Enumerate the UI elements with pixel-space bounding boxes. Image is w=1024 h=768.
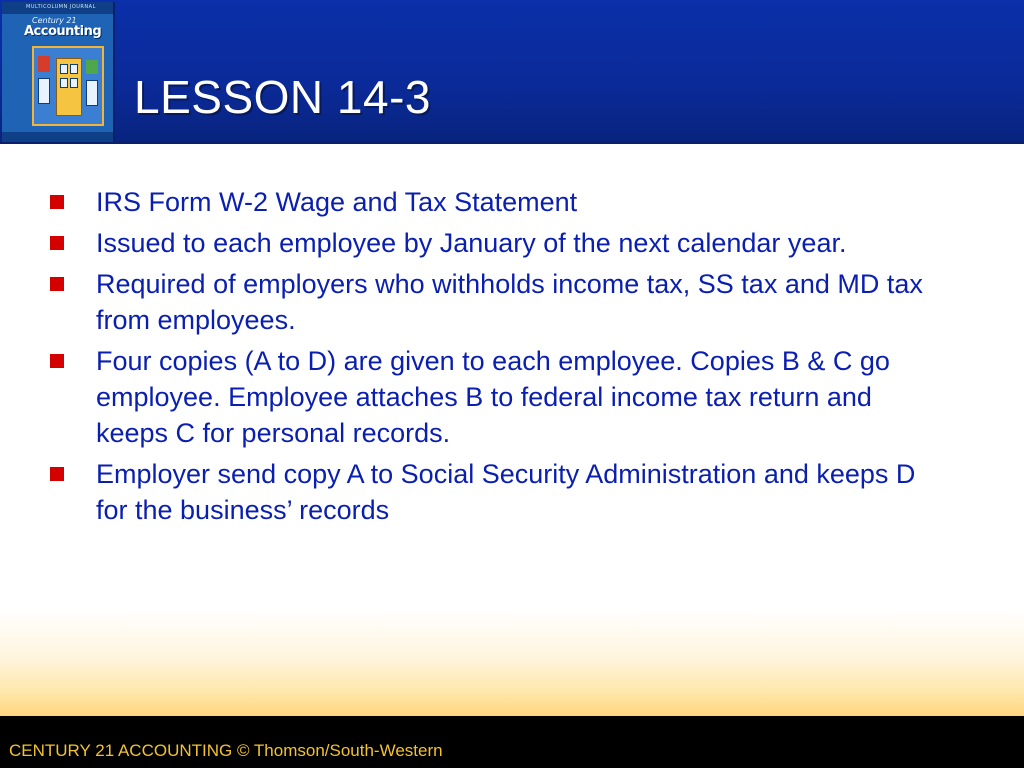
square-bullet-icon (50, 354, 64, 368)
bullet-text: Required of employers who withholds income tax, SS tax and MD tax from employees. (96, 269, 923, 335)
cover-series-text: MULTICOLUMN JOURNAL (26, 4, 96, 10)
list-item (48, 343, 928, 451)
bullet-list (48, 184, 928, 533)
cover-window-shape (70, 78, 78, 88)
square-bullet-icon (50, 277, 64, 291)
square-bullet-icon (50, 195, 64, 209)
cover-edition-text: Century 21 (32, 16, 77, 25)
list-item (48, 266, 928, 338)
footer-copyright: CENTURY 21 ACCOUNTING © Thomson/South-Western (9, 741, 443, 760)
bullet-text: Employer send copy A to Social Security Administration and keeps D for the business’ records (96, 459, 916, 525)
cover-window-shape (38, 78, 50, 104)
list-item (48, 184, 928, 220)
cover-window-shape (60, 78, 68, 88)
cover-top-band (2, 2, 113, 14)
cover-red-block (38, 56, 50, 72)
bullet-text: Four copies (A to D) are given to each employee. Copies B & C go employee. Employee attaches B to federal income tax return and keeps C for personal records. (96, 346, 890, 448)
cover-green-block (86, 60, 98, 74)
cover-window-shape (60, 64, 68, 74)
bullet-text: IRS Form W-2 Wage and Tax Statement (96, 187, 578, 217)
accounting-book-cover-icon (2, 2, 115, 142)
list-item (48, 456, 928, 528)
bullet-text: Issued to each employee by January of the next calendar year. (96, 228, 847, 258)
cover-artwork (32, 46, 104, 126)
footer-bar (0, 716, 1024, 768)
page-title: LESSON 14-3 (134, 71, 431, 123)
cover-bottom-band (2, 132, 113, 142)
square-bullet-icon (50, 236, 64, 250)
header-bar (0, 0, 1024, 144)
cover-window-shape (70, 64, 78, 74)
background-gradient (0, 610, 1024, 716)
square-bullet-icon (50, 467, 64, 481)
list-item (48, 225, 928, 261)
cover-title-text: Accounting (24, 24, 102, 39)
cover-window-shape (86, 80, 98, 106)
